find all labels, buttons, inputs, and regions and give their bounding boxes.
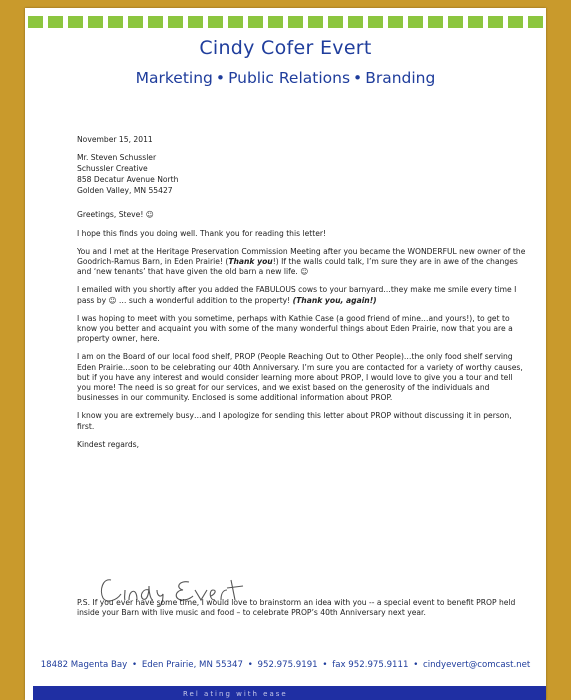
bullet-dot-icon: • [247,660,253,670]
footer-city: Eden Prairie, MN 55347 [141,660,243,670]
paragraph-5: I am on the Board of our local food shelf, PROP (People Reaching Out to Other People)…the only food shelf serving Eden Prairie…soon to be celebrating our 40th Anniversary. I’m sure you are contacted for a variety of worthy causes, but if you have any interest and would consider learning more about PROP, I would love to give you a tour and tell you more! The need is so great for our services, and we exist based on the generosity of the individuals and businesses in our community. Enclosed is some additional information about PROP. [77,352,523,403]
address-line: Mr. Steven Schussler [77,153,157,163]
footer-street: 18482 Magenta Bay [40,660,128,670]
footer-fax: fax 952.975.9111 [332,660,409,670]
closing: Kindest regards, [77,439,140,449]
paragraph-2-text-c: !) If the walls could talk, I’m sure they are in awe of the changes and ‘new tenants’ that have given the old barn a new life. ☺ [77,257,518,277]
letterhead-tagline [25,68,546,88]
bullet-dot-icon: • [353,69,363,87]
bottom-band-text: Rel ating with ease [183,690,288,698]
letterhead [25,36,546,88]
paragraph-6: I know you are extremely busy…and I apologize for sending this letter about PROP without discussing it in person, first. [77,411,512,431]
letter-date: November 15, 2011 [77,135,153,144]
address-line: 858 Decatur Avenue North [77,174,179,184]
bullet-dot-icon: • [215,69,226,87]
bullet-dot-icon: • [322,660,328,670]
letter-body [77,135,528,458]
address-line: Schussler Creative [77,164,148,173]
letterhead-footer [25,660,546,670]
greeting: Greetings, Steve! ☺ [77,210,154,220]
recipient-address [77,153,528,196]
paragraph-3-text: I emailed with you shortly after you added the FABULOUS cows to your barnyard…they make me smile every time I pass by ☺ … such a wonderful addition to the property! [77,285,517,305]
bottom-blue-band [33,686,546,700]
paragraph-2 [77,247,528,278]
tagline-public-relations: Public Relations [228,69,351,87]
letter-page [25,8,546,700]
paragraph-2-emphasis: Thank you [228,257,273,266]
paragraph-4: I was hoping to meet with you sometime, perhaps with Kathie Case (a good friend of mine…and yours!), to get to know you better and acquaint you with some of the many wonderful things about Eden Prairie, now that you are a property owner, here. [77,313,513,344]
tagline-branding: Branding [365,69,436,87]
address-line: Golden Valley, MN 55427 [77,185,173,195]
postscript: P.S. If you ever have some time, I would love to brainstorm an idea with you -- a special event to benefit PROP held inside your Barn with live music and food – to celebrate PROP’s 40th Anniversary next year. [77,598,516,618]
paragraph-3-emphasis: (Thank you, again!) [292,295,377,305]
top-green-stripe [28,16,543,28]
letterhead-name: Cindy Cofer Evert [199,37,372,59]
paragraph-2-text-a: You and I met at the Heritage Preservation Commission Meeting after you became the WONDERFUL new owner of the Goodrich-Ramus Barn, in Eden Prairie! ( [77,246,526,266]
footer-email: cindyevert@comcast.net [423,660,531,670]
bullet-dot-icon: • [132,660,138,670]
paragraph-1: I hope this finds you doing well. Thank you for reading this letter! [77,228,327,238]
tagline-marketing: Marketing [135,69,213,87]
paragraph-3 [77,285,528,305]
bullet-dot-icon: • [413,660,419,670]
footer-phone: 952.975.9191 [257,660,318,670]
